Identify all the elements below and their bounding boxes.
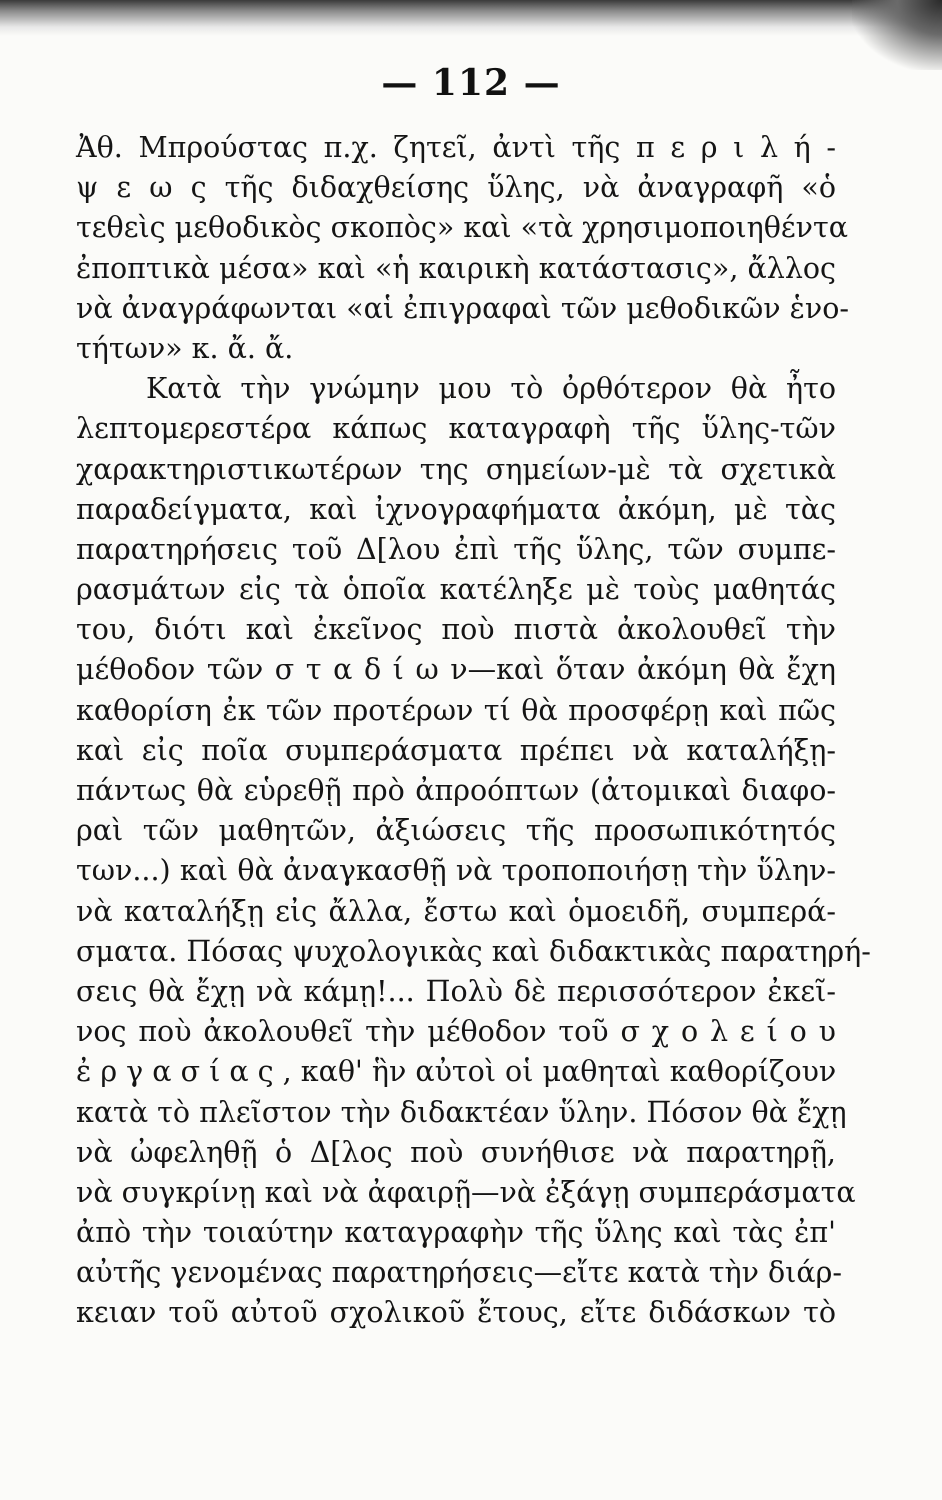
text-line: ρασμάτων εἰς τὰ ὁποῖα κατέληξε μὲ τοὺς μαθητάς [76,573,836,607]
body-text [76,128,871,1334]
text-line: των...) καὶ θὰ ἀναγκασθῇ νὰ τροποποιήσῃ τὴν ὕλην- [76,854,836,888]
text-line: χαρακτηριστικωτέρων της σημείων-μὲ τὰ σχετικὰ [76,452,836,486]
text-line: του, διότι καὶ ἐκεῖνος ποὺ πιστὰ ἀκολουθεῖ τὴν [76,613,836,647]
text-line: καὶ εἰς ποῖα συμπεράσματα πρέπει νὰ καταλήξῃ- [76,733,836,767]
text-line: νος ποὺ ἀκολουθεῖ τὴν μέθοδον τοῦ σ χ ο λ ε ί ο υ [76,1015,836,1049]
text-line: σματα. Πόσας ψυχολογικὰς καὶ διδακτικὰς παρατηρή- [76,934,871,968]
text-line: μέθοδον τῶν σ τ α δ ί ω ν—καὶ ὅταν ἀκόμη θὰ ἔχη [76,653,836,687]
page-top-shadow [0,0,942,36]
text-line: ἐποπτικὰ μέσα» καὶ «ἡ καιρικὴ κατάστασις», ἄλλος [76,251,836,285]
text-line: παραδείγματα, καὶ ἰχνογραφήματα ἀκόμη, μὲ τὰς [76,492,836,526]
text-line: σεις θὰ ἔχῃ νὰ κάμῃ!... Πολὺ δὲ περισσότερον ἐκεῖ- [76,974,836,1008]
text-line: τεθεὶς μεθοδικὸς σκοπὸς» καὶ «τὰ χρησιμοποιηθέντα [76,211,848,245]
text-line: λεπτομερεστέρα κάπως καταγραφὴ τῆς ὕλης-τῶν [76,412,836,446]
page-number: — 112 — [381,62,561,104]
text-line: κειαν τοῦ αὐτοῦ σχολικοῦ ἔτους, εἴτε διδάσκων τὸ [76,1296,836,1330]
text-line: νὰ συγκρίνῃ καὶ νὰ ἀφαιρῇ—νὰ ἐξάγῃ συμπεράσματα [76,1175,856,1209]
text-line: ἀπὸ τὴν τοιαύτην καταγραφὴν τῆς ὕλης καὶ τὰς ἐπ' [76,1216,836,1250]
page-corner-shadow [852,0,942,70]
text-line: ψ ε ω ς τῆς διδαχθείσης ὕλης, νὰ ἀναγραφῆ «ὁ [76,171,836,205]
text-line: ἐ ρ γ α σ ί α ς , καθ' ἣν αὐτοὶ οἱ μαθηταὶ καθορίζουν [76,1055,837,1089]
text-line: Κατὰ τὴν γνώμην μου τὸ ὀρθότερον θὰ ἦτο [146,372,836,406]
text-line: τήτων» κ. ἄ. ἄ. [76,331,294,365]
text-line: νὰ ὠφεληθῇ ὁ Δ[λος ποὺ συνήθισε νὰ παρατηρῇ, [76,1135,836,1169]
text-line: κατὰ τὸ πλεῖστον τὴν διδακτέαν ὕλην. Πόσον θὰ ἔχῃ [76,1095,847,1129]
text-line: αὐτῆς γενομένας παρατηρήσεις—εἴτε κατὰ τὴν διάρ- [76,1256,842,1290]
text-line: πάντως θὰ εὑρεθῇ πρὸ ἀπροόπτων (ἀτομικαὶ διαφο- [76,774,836,807]
text-line: νὰ καταλήξῃ εἰς ἄλλα, ἔστω καὶ ὁμοειδῆ, συμπερά- [76,894,836,928]
text-line: νὰ ἀναγράφωνται «αἱ ἐπιγραφαὶ τῶν μεθοδικῶν ἑνο- [76,291,850,325]
text-line: ραὶ τῶν μαθητῶν, ἀξιώσεις τῆς προσωπικότητός [76,814,836,848]
text-line: παρατηρήσεις τοῦ Δ[λου ἐπὶ τῆς ὕλης, τῶν συμπε- [76,532,836,566]
text-line: καθορίση ἐκ τῶν προτέρων τί θὰ προσφέρῃ καὶ πῶς [76,693,836,727]
text-line: Ἀθ. Μπρούστας π.χ. ζητεῖ, ἀντὶ τῆς π ε ρ ι λ ή - [76,131,836,164]
